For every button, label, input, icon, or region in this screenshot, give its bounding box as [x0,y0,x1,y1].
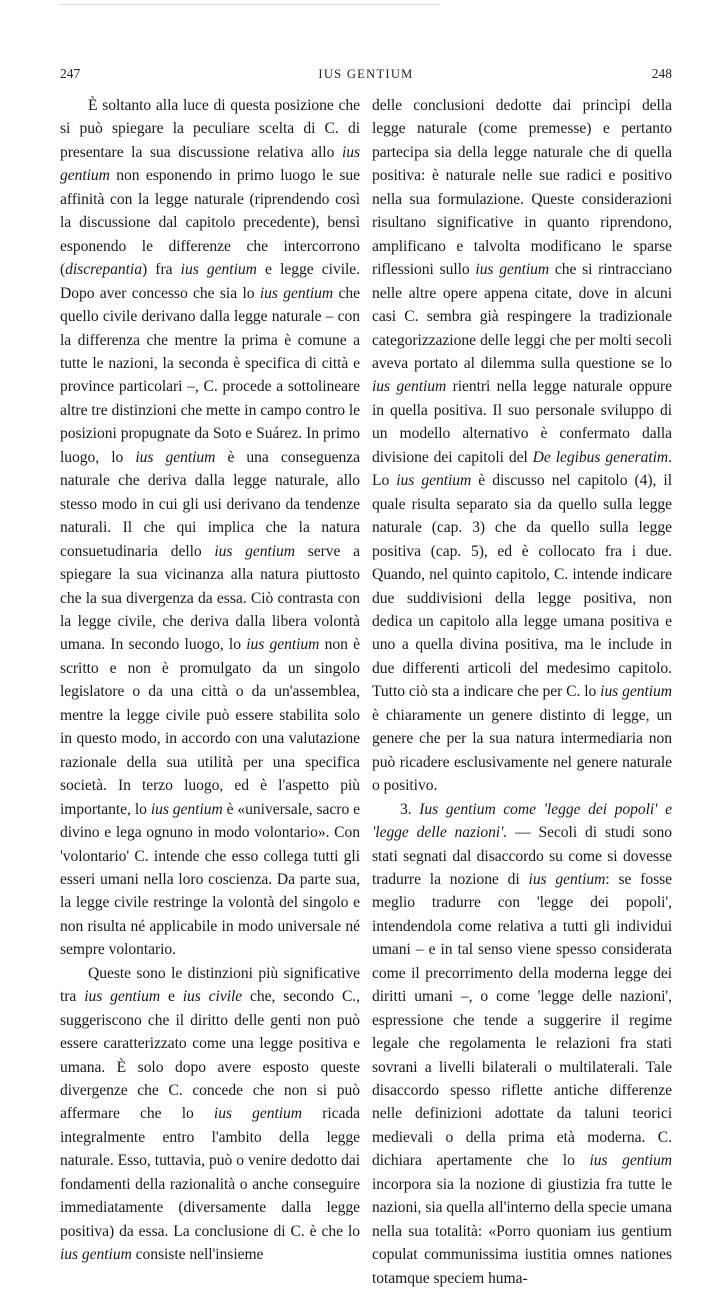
italic-term: ius civile [182,988,243,1006]
italic-term: ius gentium [259,284,334,302]
italic-term: ius gentium [589,1152,672,1170]
italic-term: ius gentium [396,472,472,490]
italic-term: Ius gentium come 'legge dei popoli' e 'legge delle nazioni'. [372,800,672,842]
left-column [60,94,360,1267]
paragraph: È soltanto alla luce di questa posizione che si può spiegare la peculiare scelta di C. di presentare la sua discussione relativa allo ius gentium non esponendo in primo luogo le sue affinità con la legge naturale (riprendendo così la discussione dal capitolo precedente), bensì esponendo le differenze che intercorrono (discrepantia) fra ius gentium e legge civile. Dopo aver concesso che sia lo ius gentium che quello civile derivano dalla legge naturale – con la differenza che mentre la prima è comune a tutte le nazioni, la seconda è specifica di città e province particolari –, C. procede a sottolineare altre tre distinzioni che mette in campo contro le posizioni propugnate da Soto e Suárez. In primo luogo, lo ius gentium è una conseguenza naturale che deriva dalla legge naturale, allo stesso modo in cui gli usi derivano da tendenze naturali. Il che qui implica che la natura consuetudinaria dello ius gentium serve a spiegare la sua vicinanza alla natura piuttosto che la sua divergenza da essa. Ciò contrasta con la legge civile, che deriva dalla libera volontà umana. In secondo luogo, lo ius gentium non è scritto e non è promulgato da un singolo legislatore o da una città o da un'assemblea, mentre la legge civile può essere stabilita solo in questo modo, in accordo con una valutazione razionale della sua utilità per una specifica società. In terzo luogo, ed è l'aspetto più importante, lo ius gentium è «universale, sacro e divino e lega ognuno in modo volontario». Con 'volontario' C. intende che esso collega tutti gli esseri umani nella loro coscienza. Da parte sua, la legge civile restringe la volontà del singolo e non risulta né applicabile in modo universale né sempre volontario. [60,97,360,959]
scan-edge-line [60,4,440,5]
paragraph-continued: delle conclusioni dedotte dai princìpi della legge naturale (come premesse) e pertanto partecipa sia della legge naturale che di quella positiva: è naturale nelle sue radici e positivo nella sua formulazione. Queste considerazioni risultano significative in quanto riprendono, amplificano e talvolta modificano le sparse riflessioni sullo ius gentium che si rintracciano nelle altre opere appena citate, dove in alcuni casi C. sembra già respingere la tradizionale categorizzazione delle leggi che per molti secoli aveva portato al dilemma sulla questione se lo ius gentium rientri nella legge naturale oppure in quella positiva. Il suo personale sviluppo di un modello alternativo è confermato dalla divisione dei capitoli del De legibus generatim. Lo ius gentium è discusso nel capitolo (4), il quale risulta separato sia da quello sulla legge naturale (cap. 3) che da quello sulla legge positiva (cap. 5), ed è collocato fra i due. Quando, nel quinto capitolo, C. intende indicare due suddivisioni della legge positiva, non dedica un capitolo alla legge umana positiva e uno a quella divina positiva, ma le include in due differenti articoli del medesimo capitolo. Tutto ciò sta a indicare che per C. lo ius gentium è chiaramente un genere distinto di legge, un genere che per la sua natura intermediaria non può ricadere esclusivamente nel genere naturale o positivo. [372,97,672,795]
italic-term: ius gentium [135,448,216,466]
italic-term: ius gentium [528,870,606,888]
running-head [60,66,672,86]
italic-term: ius gentium [214,542,296,560]
page-number-left: 247 [60,66,81,81]
italic-term: ius gentium [60,143,360,185]
italic-term: ius gentium [60,1246,132,1264]
italic-term: discrepantia [65,261,142,279]
page-number-right: 248 [651,66,672,81]
running-title: IUS GENTIUM [318,67,414,81]
paragraph: Queste sono le distinzioni più significative tra ius gentium e ius civile che, secondo C., suggeriscono che il diritto delle genti non può essere caratterizzato come una legge positiva e umana. È solo dopo avere esposto queste divergenze che C. concede che non si può affermare che lo ius gentium ricada integralmente entro l'ambito della legge naturale. Esso, tuttavia, può o venire dedotto dai fondamenti della razionalità o anche conseguire immediatamente (diversamente dalla legge positiva) da essa. La conclusione di C. è che lo ius gentium consiste nell'insieme [60,964,360,1264]
italic-term: ius gentium [600,683,672,701]
italic-term: ius gentium [372,378,447,396]
italic-term: ius gentium [84,988,161,1006]
italic-term: ius gentium [213,1105,303,1123]
italic-term: ius gentium [180,261,257,279]
italic-term: ius gentium [150,800,223,818]
section-paragraph: 3. Ius gentium come 'legge dei popoli' e 'legge delle nazioni'. — Secoli di studi sono stati segnati dal disaccordo su come si dovesse tradurre la nozione di ius gentium: se fosse meglio tradurre con 'legge dei popoli', intendendola come relativa a tutti gli individui umani – e in tal senso viene spesso considerata come il precorrimento della moderna legge dei diritti umani –, o come 'legge delle nazioni', espressione che tende a suggerire il regime legale che regolamenta le relazioni fra stati sovrani a livelli bilaterali o multilaterali. Tale disaccordo spesso riflette antiche differenze nelle definizioni adottate da taluni teorici medievali o della prima età moderna. C. dichiara apertamente che lo ius gentium incorpora sia la nozione di giustizia fra tutte le nazioni, sia quella all'interno della specie umana nella sua totalità: «Porro quoniam ius gentium copulat communissima iustitia omnes nationes totamque speciem huma- [372,800,672,1287]
right-column [372,94,672,1290]
italic-term: ius gentium [475,261,550,279]
italic-term: De legibus generatim [532,448,669,466]
italic-term: ius gentium [246,636,320,654]
